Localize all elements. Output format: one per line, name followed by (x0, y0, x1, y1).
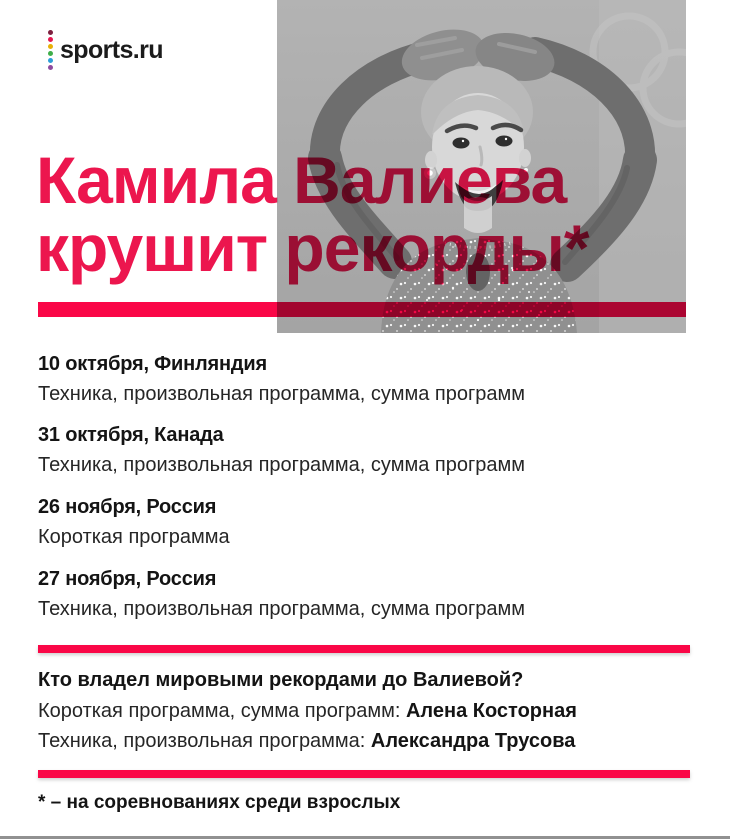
record-detail: Техника, произвольная программа, сумма программ (38, 598, 525, 620)
section-divider-bar (38, 645, 690, 653)
logo-dot (48, 37, 53, 42)
logo-dot (48, 51, 53, 56)
holder-categories: Техника, произвольная программа: (38, 730, 371, 752)
title-underline-bar (38, 302, 686, 317)
record-item (38, 497, 230, 548)
record-date: 27 ноября, Россия (38, 568, 217, 590)
holder-item (38, 700, 577, 723)
holder-name: Алена Косторная (405, 700, 577, 722)
footnote-divider-bar (38, 770, 690, 778)
holder-item (38, 730, 575, 753)
logo-dot (48, 65, 53, 70)
page-title (36, 143, 589, 285)
page-title-line1: Камила Валиева (36, 143, 567, 217)
records-question: Кто владел мировыми рекордами до Валиевой? (38, 669, 524, 691)
record-item (38, 425, 525, 476)
logo-dot (48, 58, 53, 63)
record-date: 10 октября, Финляндия (38, 353, 267, 375)
page-title-line2: крушит рекорды* (36, 211, 589, 285)
holder-name: Александра Трусова (370, 730, 576, 752)
logo-dots-icon (48, 30, 53, 70)
holder-categories: Короткая программа, сумма программ: (38, 700, 406, 722)
logo-dot (48, 30, 53, 35)
record-date: 31 октября, Канада (38, 424, 224, 446)
record-date: 26 ноября, Россия (38, 496, 217, 518)
sports-logo (48, 30, 163, 70)
logo-dot (48, 44, 53, 49)
footnote-text: * – на соревнованиях среди взрослых (38, 792, 401, 813)
logo-text: sports.ru (60, 35, 163, 64)
record-detail: Техника, произвольная программа, сумма программ (38, 454, 525, 476)
record-item (38, 354, 525, 405)
record-item (38, 569, 525, 620)
record-detail: Техника, произвольная программа, сумма программ (38, 383, 525, 405)
record-detail: Короткая программа (38, 526, 230, 548)
